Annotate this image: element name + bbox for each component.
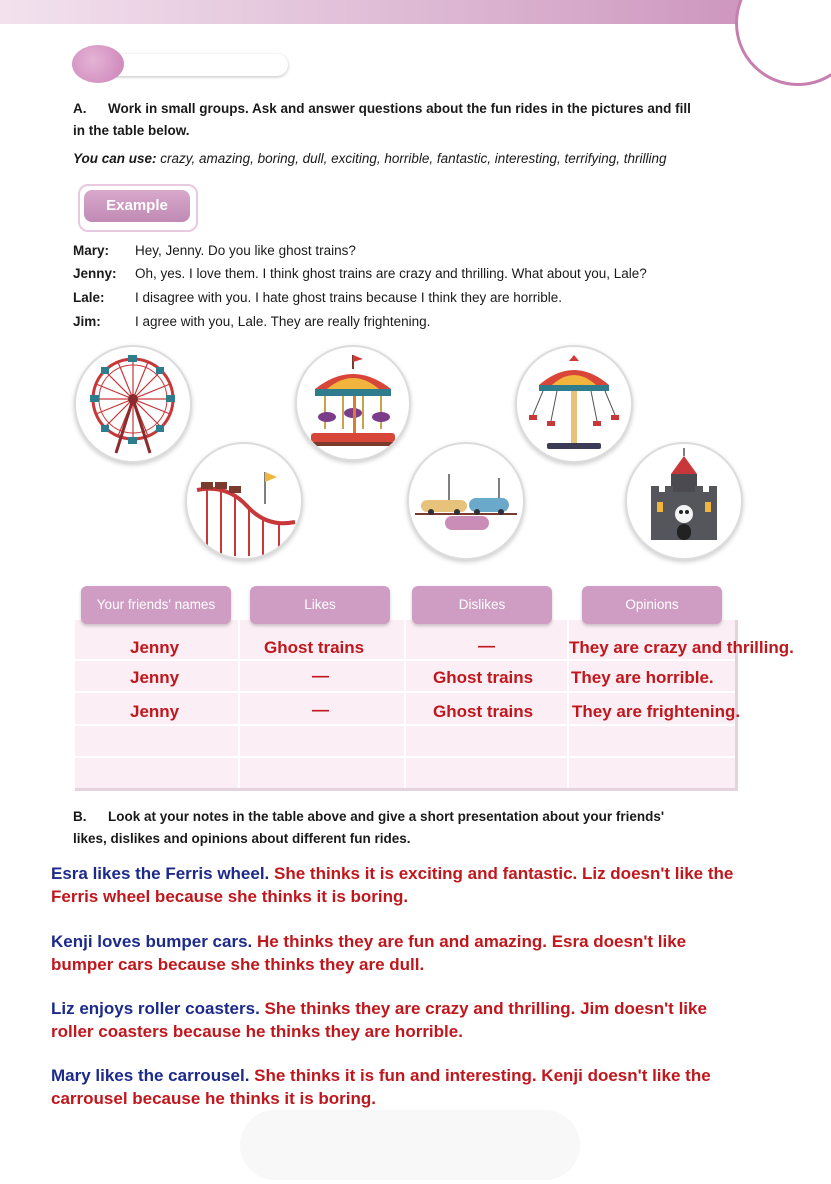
- you-can-use-words: crazy, amazing, boring, dull, exciting, horrible, fantastic, interesting, terrifying, thrilling: [160, 151, 667, 166]
- you-can-use-label: You can use:: [73, 151, 157, 166]
- top-banner: [0, 0, 831, 24]
- answer-subject: Esra likes the Ferris wheel.: [51, 864, 270, 883]
- section-pill-dot: [72, 45, 124, 83]
- cell-opinion: They are horrible.: [571, 668, 714, 687]
- ferris-wheel-icon: [76, 347, 190, 461]
- dialogue-line: [73, 314, 431, 329]
- dialogue-text: I agree with you, Lale. They are really frightening.: [135, 314, 431, 329]
- cell-name: Jenny: [130, 638, 180, 657]
- answer-contrast: roller coasters because he thinks they are horrible.: [51, 1022, 463, 1041]
- dialogue-speaker: Jenny:: [73, 266, 117, 281]
- table-divider: [238, 620, 240, 788]
- carousel-icon: [297, 347, 409, 459]
- answer-subject: Kenji loves bumper cars.: [51, 932, 253, 951]
- table-divider: [75, 691, 735, 693]
- cell-opinion: They are frightening.: [572, 702, 741, 721]
- dialogue-text: I disagree with you. I hate ghost trains because I think they are horrible.: [135, 290, 562, 305]
- cell-name: Jenny: [130, 668, 180, 687]
- background-shadow: [240, 1110, 580, 1180]
- header-dislikes: Dislikes: [412, 586, 552, 624]
- answer-opinion: She thinks it is exciting and fantastic. Liz doesn't like the: [269, 864, 734, 883]
- dialogue-line: [73, 266, 647, 281]
- dialogue-speaker: Lale:: [73, 290, 105, 305]
- example-button[interactable]: Example: [84, 190, 190, 222]
- table-divider: [404, 620, 406, 788]
- swing-ride-icon: [517, 347, 631, 461]
- answer-opinion: She thinks they are crazy and thrilling. Jim doesn't like: [259, 999, 707, 1018]
- cell-opinion: They are crazy and thrilling.: [569, 638, 794, 657]
- cell-dislikes: —: [478, 636, 495, 655]
- section-a-instruction-1: Work in small groups. Ask and answer questions about the fun rides in the pictures and fill: [108, 101, 691, 116]
- cell-likes: —: [312, 666, 329, 685]
- cell-name: Jenny: [130, 702, 180, 721]
- you-can-use-line: [73, 150, 667, 168]
- cell-dislikes: Ghost trains: [433, 668, 534, 687]
- answer-contrast: Ferris wheel because she thinks it is boring.: [51, 887, 409, 906]
- header-likes: Likes: [250, 586, 390, 624]
- header-friends-names: Your friends' names: [81, 586, 231, 624]
- ghost-train-picture: [625, 442, 743, 560]
- header-opinions: Opinions: [582, 586, 722, 624]
- dialogue-line: [73, 290, 562, 305]
- bumper-cars-icon: [409, 444, 523, 558]
- roller-coaster-picture: [185, 442, 303, 560]
- answer-paragraph: [51, 862, 831, 908]
- dialogue-text: Oh, yes. I love them. I think ghost trains are crazy and thrilling. What about you, Lale?: [135, 266, 647, 281]
- dialogue-line: [73, 243, 356, 258]
- dialogue-speaker: Mary:: [73, 243, 110, 258]
- swing-ride-picture: [515, 345, 633, 463]
- answer-paragraph: [51, 1064, 831, 1110]
- ferris-wheel-picture: [74, 345, 192, 463]
- cell-likes: —: [312, 700, 329, 719]
- corner-decoration: [735, 0, 831, 86]
- carousel-picture: [295, 345, 411, 461]
- table-divider: [75, 659, 735, 661]
- answer-paragraph: [51, 997, 831, 1043]
- cell-likes: Ghost trains: [264, 638, 365, 657]
- roller-coaster-icon: [187, 444, 301, 558]
- answer-contrast: bumper cars because she thinks they are dull.: [51, 955, 425, 974]
- section-b-letter: B.: [73, 809, 87, 824]
- dialogue-speaker: Jim:: [73, 314, 101, 329]
- section-a-letter: A.: [73, 101, 87, 116]
- cell-dislikes: Ghost trains: [433, 702, 534, 721]
- answer-subject: Liz enjoys roller coasters.: [51, 999, 260, 1018]
- dialogue-text: Hey, Jenny. Do you like ghost trains?: [135, 243, 356, 258]
- table-divider: [75, 724, 735, 726]
- answer-opinion: She thinks it is fun and interesting. Kenji doesn't like the: [249, 1066, 711, 1085]
- bumper-cars-picture: [407, 442, 525, 560]
- answer-opinion: He thinks they are fun and amazing. Esra doesn't like: [252, 932, 687, 951]
- table-divider: [75, 756, 735, 758]
- section-b-instruction-2: likes, dislikes and opinions about different fun rides.: [73, 831, 411, 846]
- section-b-instruction-1: Look at your notes in the table above and give a short presentation about your friends': [108, 809, 665, 824]
- section-a-instruction-2: in the table below.: [73, 123, 190, 138]
- ghost-train-castle-icon: [627, 444, 741, 558]
- answer-contrast: carrousel because he thinks it is boring.: [51, 1089, 376, 1108]
- answer-subject: Mary likes the carrousel.: [51, 1066, 250, 1085]
- answer-paragraph: [51, 930, 831, 976]
